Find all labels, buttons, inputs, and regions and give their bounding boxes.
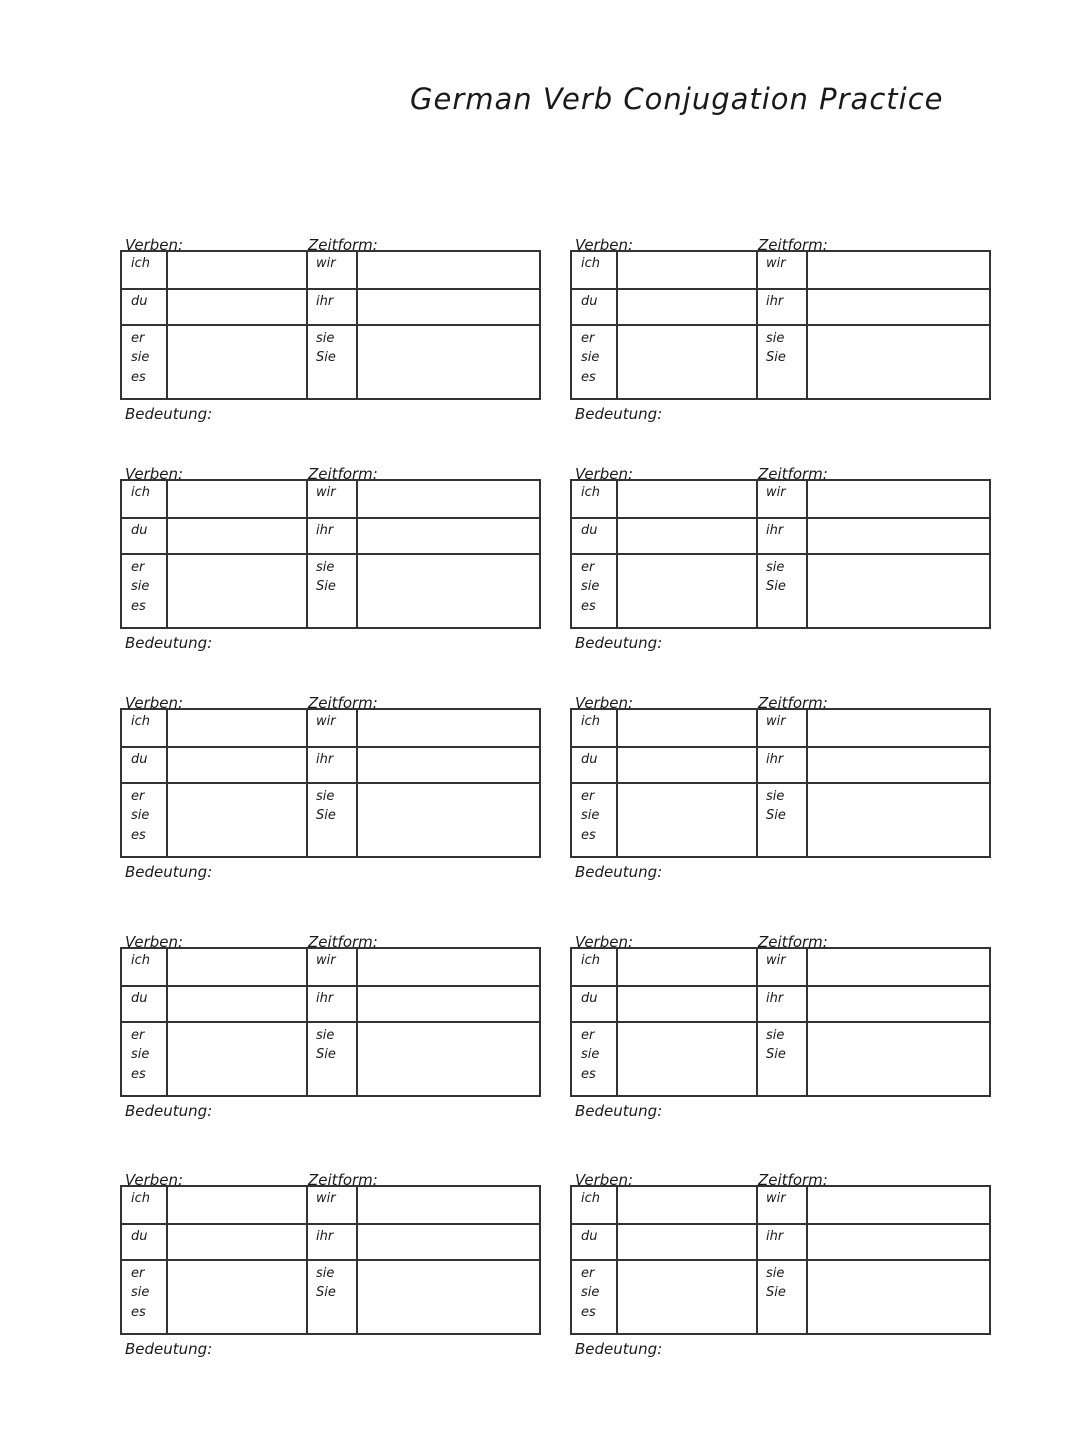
column-divider bbox=[166, 481, 168, 627]
conjugation-block bbox=[120, 236, 542, 450]
column-divider bbox=[616, 481, 618, 627]
pronoun-ich: ich bbox=[131, 953, 150, 968]
pronoun-wir: wir bbox=[766, 256, 786, 271]
pronoun-sie: sie bbox=[581, 579, 600, 594]
pronoun-sie-formal: Sie bbox=[316, 350, 336, 365]
pronoun-ich: ich bbox=[581, 485, 600, 500]
zeitform-label: Zeitform: bbox=[758, 933, 828, 951]
pronoun-sie-plural: sie bbox=[316, 331, 335, 346]
pronoun-ihr: ihr bbox=[766, 752, 784, 767]
pronoun-ich: ich bbox=[131, 714, 150, 729]
verben-label: Verben: bbox=[125, 1171, 184, 1189]
pronoun-du: du bbox=[581, 294, 598, 309]
pronoun-sie-plural: sie bbox=[766, 789, 785, 804]
pronoun-sie-formal: Sie bbox=[766, 350, 786, 365]
column-divider bbox=[806, 1187, 808, 1333]
pronoun-ich: ich bbox=[581, 1191, 600, 1206]
column-divider bbox=[306, 252, 308, 398]
pronoun-ihr: ihr bbox=[316, 752, 334, 767]
pronoun-ihr: ihr bbox=[766, 991, 784, 1006]
row-divider bbox=[122, 1223, 539, 1225]
conjugation-block bbox=[120, 933, 542, 1147]
column-divider bbox=[306, 1187, 308, 1333]
column-divider bbox=[756, 710, 758, 856]
pronoun-es: es bbox=[581, 828, 596, 843]
pronoun-ich: ich bbox=[581, 256, 600, 271]
pronoun-wir: wir bbox=[766, 485, 786, 500]
column-divider bbox=[756, 252, 758, 398]
pronoun-du: du bbox=[581, 752, 598, 767]
column-divider bbox=[166, 949, 168, 1095]
conjugation-table bbox=[120, 250, 541, 400]
column-divider bbox=[616, 949, 618, 1095]
conjugation-block bbox=[570, 465, 992, 679]
pronoun-wir: wir bbox=[766, 953, 786, 968]
pronoun-ihr: ihr bbox=[766, 523, 784, 538]
verben-label: Verben: bbox=[125, 933, 184, 951]
column-divider bbox=[306, 710, 308, 856]
column-divider bbox=[616, 710, 618, 856]
pronoun-sie: sie bbox=[131, 1047, 150, 1062]
zeitform-label: Zeitform: bbox=[308, 694, 378, 712]
verben-label: Verben: bbox=[575, 1171, 634, 1189]
column-divider bbox=[616, 252, 618, 398]
conjugation-table bbox=[120, 479, 541, 629]
zeitform-label: Zeitform: bbox=[758, 1171, 828, 1189]
pronoun-wir: wir bbox=[766, 714, 786, 729]
pronoun-sie: sie bbox=[581, 1285, 600, 1300]
pronoun-ihr: ihr bbox=[766, 1229, 784, 1244]
row-divider bbox=[122, 324, 539, 326]
bedeutung-label: Bedeutung: bbox=[125, 634, 213, 652]
row-divider bbox=[572, 985, 989, 987]
bedeutung-label: Bedeutung: bbox=[125, 863, 213, 881]
pronoun-sie-plural: sie bbox=[316, 789, 335, 804]
conjugation-table bbox=[120, 708, 541, 858]
pronoun-sie: sie bbox=[131, 350, 150, 365]
pronoun-sie-plural: sie bbox=[316, 1028, 335, 1043]
column-divider bbox=[806, 481, 808, 627]
bedeutung-label: Bedeutung: bbox=[575, 1340, 663, 1358]
pronoun-ich: ich bbox=[131, 256, 150, 271]
pronoun-sie: sie bbox=[131, 1285, 150, 1300]
pronoun-wir: wir bbox=[316, 485, 336, 500]
row-divider bbox=[572, 1021, 989, 1023]
column-divider bbox=[356, 481, 358, 627]
row-divider bbox=[122, 782, 539, 784]
column-divider bbox=[166, 710, 168, 856]
pronoun-sie-formal: Sie bbox=[766, 1047, 786, 1062]
row-divider bbox=[572, 782, 989, 784]
pronoun-sie: sie bbox=[131, 579, 150, 594]
column-divider bbox=[356, 1187, 358, 1333]
column-divider bbox=[756, 481, 758, 627]
pronoun-wir: wir bbox=[316, 953, 336, 968]
zeitform-label: Zeitform: bbox=[758, 465, 828, 483]
pronoun-sie: sie bbox=[581, 350, 600, 365]
pronoun-ihr: ihr bbox=[316, 523, 334, 538]
conjugation-block bbox=[570, 236, 992, 450]
bedeutung-label: Bedeutung: bbox=[125, 1340, 213, 1358]
conjugation-table bbox=[570, 708, 991, 858]
pronoun-es: es bbox=[581, 599, 596, 614]
pronoun-sie: sie bbox=[131, 808, 150, 823]
pronoun-ich: ich bbox=[131, 1191, 150, 1206]
pronoun-ich: ich bbox=[581, 714, 600, 729]
pronoun-du: du bbox=[131, 523, 148, 538]
pronoun-es: es bbox=[131, 599, 146, 614]
pronoun-es: es bbox=[581, 370, 596, 385]
pronoun-wir: wir bbox=[316, 256, 336, 271]
pronoun-du: du bbox=[131, 294, 148, 309]
conjugation-block bbox=[570, 933, 992, 1147]
pronoun-sie-formal: Sie bbox=[766, 579, 786, 594]
pronoun-er: er bbox=[581, 560, 595, 575]
zeitform-label: Zeitform: bbox=[758, 694, 828, 712]
verben-label: Verben: bbox=[575, 694, 634, 712]
zeitform-label: Zeitform: bbox=[308, 465, 378, 483]
bedeutung-label: Bedeutung: bbox=[125, 1102, 213, 1120]
pronoun-sie: sie bbox=[581, 808, 600, 823]
zeitform-label: Zeitform: bbox=[308, 933, 378, 951]
row-divider bbox=[122, 553, 539, 555]
row-divider bbox=[572, 517, 989, 519]
zeitform-label: Zeitform: bbox=[308, 1171, 378, 1189]
bedeutung-label: Bedeutung: bbox=[575, 634, 663, 652]
column-divider bbox=[616, 1187, 618, 1333]
pronoun-sie-formal: Sie bbox=[316, 808, 336, 823]
column-divider bbox=[166, 252, 168, 398]
conjugation-table bbox=[120, 947, 541, 1097]
pronoun-er: er bbox=[131, 1028, 145, 1043]
pronoun-ich: ich bbox=[131, 485, 150, 500]
verben-label: Verben: bbox=[575, 465, 634, 483]
pronoun-ihr: ihr bbox=[766, 294, 784, 309]
conjugation-table bbox=[570, 479, 991, 629]
row-divider bbox=[122, 517, 539, 519]
conjugation-table bbox=[570, 1185, 991, 1335]
verben-label: Verben: bbox=[125, 694, 184, 712]
verben-label: Verben: bbox=[575, 236, 634, 254]
row-divider bbox=[572, 553, 989, 555]
zeitform-label: Zeitform: bbox=[758, 236, 828, 254]
bedeutung-label: Bedeutung: bbox=[575, 1102, 663, 1120]
row-divider bbox=[572, 324, 989, 326]
pronoun-es: es bbox=[131, 1067, 146, 1082]
row-divider bbox=[572, 1259, 989, 1261]
row-divider bbox=[122, 746, 539, 748]
pronoun-sie-formal: Sie bbox=[766, 1285, 786, 1300]
column-divider bbox=[356, 252, 358, 398]
pronoun-ihr: ihr bbox=[316, 1229, 334, 1244]
pronoun-du: du bbox=[131, 991, 148, 1006]
row-divider bbox=[122, 985, 539, 987]
pronoun-sie-plural: sie bbox=[766, 331, 785, 346]
verben-label: Verben: bbox=[575, 933, 634, 951]
conjugation-block bbox=[120, 1171, 542, 1385]
pronoun-er: er bbox=[131, 1266, 145, 1281]
pronoun-wir: wir bbox=[766, 1191, 786, 1206]
column-divider bbox=[756, 949, 758, 1095]
pronoun-du: du bbox=[131, 752, 148, 767]
row-divider bbox=[122, 1021, 539, 1023]
pronoun-sie-plural: sie bbox=[766, 560, 785, 575]
row-divider bbox=[122, 1259, 539, 1261]
pronoun-sie-formal: Sie bbox=[766, 808, 786, 823]
pronoun-er: er bbox=[581, 1028, 595, 1043]
pronoun-wir: wir bbox=[316, 714, 336, 729]
pronoun-es: es bbox=[131, 1305, 146, 1320]
column-divider bbox=[756, 1187, 758, 1333]
pronoun-es: es bbox=[131, 370, 146, 385]
pronoun-sie-plural: sie bbox=[766, 1266, 785, 1281]
pronoun-es: es bbox=[581, 1305, 596, 1320]
row-divider bbox=[122, 288, 539, 290]
conjugation-block bbox=[570, 1171, 992, 1385]
pronoun-sie-plural: sie bbox=[316, 560, 335, 575]
bedeutung-label: Bedeutung: bbox=[575, 863, 663, 881]
conjugation-block bbox=[120, 694, 542, 908]
row-divider bbox=[572, 746, 989, 748]
row-divider bbox=[572, 288, 989, 290]
conjugation-table bbox=[120, 1185, 541, 1335]
pronoun-ihr: ihr bbox=[316, 991, 334, 1006]
pronoun-du: du bbox=[131, 1229, 148, 1244]
column-divider bbox=[306, 949, 308, 1095]
pronoun-er: er bbox=[131, 789, 145, 804]
pronoun-du: du bbox=[581, 1229, 598, 1244]
pronoun-ihr: ihr bbox=[316, 294, 334, 309]
conjugation-block bbox=[120, 465, 542, 679]
pronoun-sie: sie bbox=[581, 1047, 600, 1062]
row-divider bbox=[572, 1223, 989, 1225]
column-divider bbox=[806, 949, 808, 1095]
pronoun-ich: ich bbox=[581, 953, 600, 968]
column-divider bbox=[806, 710, 808, 856]
zeitform-label: Zeitform: bbox=[308, 236, 378, 254]
pronoun-er: er bbox=[581, 789, 595, 804]
pronoun-es: es bbox=[581, 1067, 596, 1082]
verben-label: Verben: bbox=[125, 465, 184, 483]
pronoun-sie-plural: sie bbox=[766, 1028, 785, 1043]
pronoun-sie-formal: Sie bbox=[316, 1285, 336, 1300]
verben-label: Verben: bbox=[125, 236, 184, 254]
column-divider bbox=[356, 710, 358, 856]
pronoun-er: er bbox=[131, 560, 145, 575]
column-divider bbox=[166, 1187, 168, 1333]
pronoun-es: es bbox=[131, 828, 146, 843]
pronoun-du: du bbox=[581, 991, 598, 1006]
column-divider bbox=[806, 252, 808, 398]
conjugation-block bbox=[570, 694, 992, 908]
pronoun-er: er bbox=[131, 331, 145, 346]
conjugation-table bbox=[570, 250, 991, 400]
pronoun-er: er bbox=[581, 1266, 595, 1281]
column-divider bbox=[306, 481, 308, 627]
pronoun-sie-plural: sie bbox=[316, 1266, 335, 1281]
pronoun-du: du bbox=[581, 523, 598, 538]
pronoun-er: er bbox=[581, 331, 595, 346]
conjugation-table bbox=[570, 947, 991, 1097]
pronoun-sie-formal: Sie bbox=[316, 579, 336, 594]
page-title: German Verb Conjugation Practice bbox=[410, 82, 944, 116]
bedeutung-label: Bedeutung: bbox=[575, 405, 663, 423]
column-divider bbox=[356, 949, 358, 1095]
pronoun-sie-formal: Sie bbox=[316, 1047, 336, 1062]
bedeutung-label: Bedeutung: bbox=[125, 405, 213, 423]
pronoun-wir: wir bbox=[316, 1191, 336, 1206]
